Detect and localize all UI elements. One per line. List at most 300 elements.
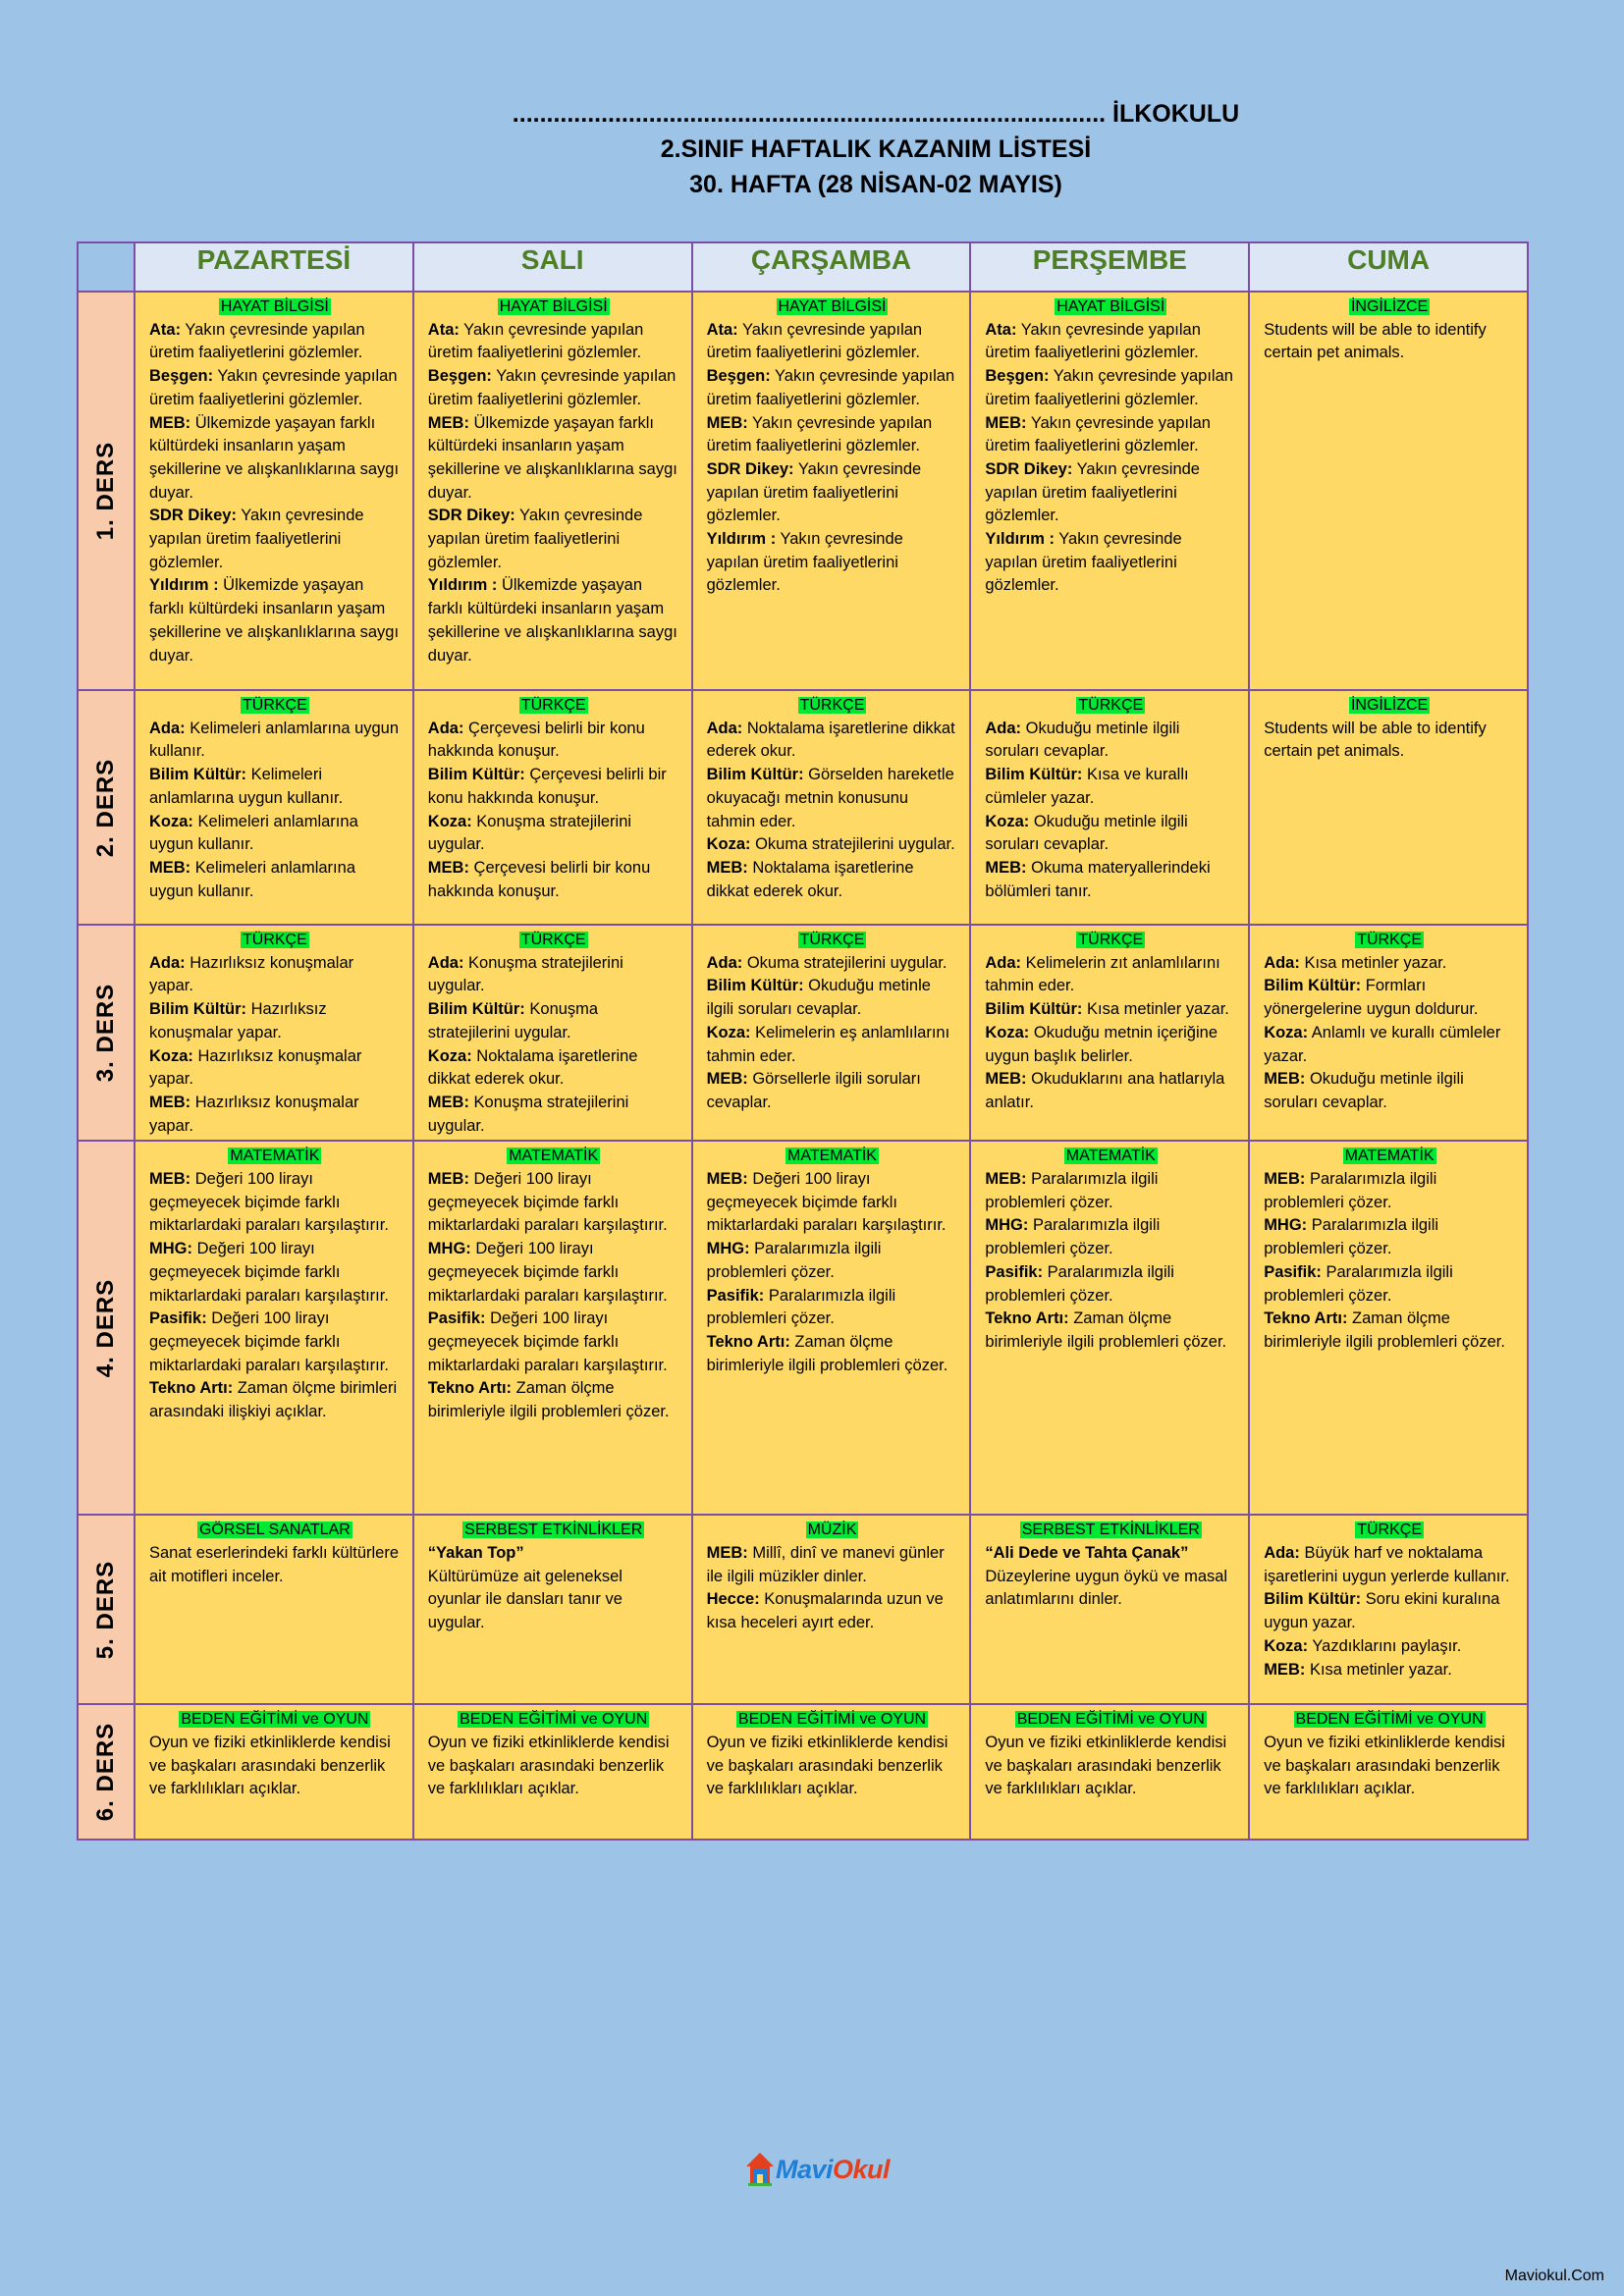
logo-text: [776, 2155, 890, 2185]
objective-line: [1264, 1732, 1515, 1801]
source-name: Tekno Artı:: [149, 1379, 234, 1398]
source-name: MEB:: [985, 413, 1027, 432]
objective-text: Görsellerle ilgili soruları cevaplar.: [706, 1070, 921, 1111]
objective-line: [707, 319, 958, 365]
source-name: MEB:: [149, 858, 191, 877]
source-name: Ada:: [427, 953, 464, 972]
objective-text: Yakın çevresinde yapılan üretim faaliyetlerini gözlemler.: [706, 459, 922, 525]
source-name: Ada:: [706, 719, 743, 737]
objective-line: [707, 365, 958, 411]
objective-cell: [1249, 1704, 1528, 1840]
source-name: Koza:: [149, 1046, 193, 1065]
day-header: CUMA: [1249, 242, 1528, 292]
objective-text: Oyun ve fiziki etkinliklerde kendisi ve başkaları arasındaki benzerlik ve farklılıkları açıklar.: [706, 1734, 948, 1798]
objective-line: [428, 1732, 679, 1801]
objective-text: Okuduğu metinle ilgili soruları cevaplar.: [706, 977, 931, 1019]
objective-cell: [413, 1704, 692, 1840]
objective-text: Yakın çevresinde yapılan üretim faaliyetlerini gözlemler.: [149, 507, 364, 571]
objective-line: [1264, 1588, 1515, 1634]
subject-name: SERBEST ETKİNLİKLER: [464, 1522, 643, 1539]
objective-line: [707, 1285, 958, 1331]
objective-cell: [1249, 925, 1528, 1141]
objective-cell: [1249, 1515, 1528, 1704]
objective-text: Yakın çevresinde yapılan üretim faaliyetlerini gözlemler.: [149, 320, 365, 362]
objective-line: [1264, 718, 1515, 764]
objective-line: [149, 811, 401, 857]
subject-label: [707, 295, 958, 319]
objective-text: Yakın çevresinde yapılan üretim faaliyetlerini gözlemler.: [427, 367, 677, 408]
objective-text: Yakın çevresinde yapılan üretim faaliyetlerini gözlemler.: [985, 367, 1233, 408]
subject-label: [985, 1519, 1236, 1542]
objective-line: [1264, 1214, 1515, 1260]
objective-text: Yazdıklarını paylaşır.: [1308, 1636, 1462, 1655]
objective-text: Kısa metinler yazar.: [1299, 953, 1447, 972]
source-name: Bilim Kültür:: [985, 766, 1083, 784]
objective-cell: [970, 690, 1249, 925]
subject-name: TÜRKÇE: [520, 697, 586, 714]
subject-label: [985, 295, 1236, 319]
subject-label: [149, 694, 401, 718]
source-name: Koza:: [985, 1023, 1030, 1041]
objective-line: [985, 811, 1236, 857]
source-name: Ata:: [985, 320, 1017, 339]
objective-line: [985, 1566, 1236, 1612]
objective-cell: [135, 1704, 413, 1840]
objective-line: [707, 1168, 958, 1238]
source-name: Bilim Kültür:: [985, 1000, 1083, 1019]
source-name: Ada:: [427, 719, 464, 737]
objective-line: [707, 975, 958, 1021]
objective-line: [149, 1377, 401, 1423]
objective-text: Konuşma stratejilerini uygular.: [427, 953, 623, 995]
objective-text: Students will be able to identify certain pet animals.: [1264, 719, 1487, 761]
site-url: Maviokul.Com: [1504, 2268, 1604, 2284]
subject-name: İNGİLİZCE: [1350, 298, 1429, 315]
source-name: Ata:: [706, 320, 738, 339]
objective-line: [985, 1022, 1236, 1068]
source-name: MHG:: [985, 1216, 1029, 1235]
objective-text: Millî, dinî ve manevi günler ile ilgili müzikler dinler.: [706, 1544, 945, 1585]
objective-text: Hazırlıksız konuşmalar yapar.: [149, 953, 354, 995]
objective-text: Paralarımızla ilgili problemleri çözer.: [985, 1216, 1161, 1258]
subject-name: TÜRKÇE: [1078, 932, 1144, 948]
objective-text: Yakın çevresinde yapılan üretim faaliyetlerini gözlemler.: [706, 413, 933, 455]
lesson-label-cell: [78, 1141, 135, 1515]
source-name: MEB:: [427, 858, 469, 877]
objective-line: [149, 574, 401, 667]
objective-text: Students will be able to identify certain pet animals.: [1264, 320, 1487, 362]
lesson-label-cell: [78, 690, 135, 925]
objective-text: Paralarımızla ilgili problemleri çözer.: [706, 1286, 896, 1328]
objective-text: Okuduğu metinle ilgili soruları cevaplar.: [985, 719, 1180, 761]
source-name: Ada:: [706, 953, 743, 972]
subject-label: [428, 295, 679, 319]
subject-name: MATEMATİK: [787, 1148, 877, 1165]
objective-line: [707, 412, 958, 458]
objective-text: Hazırlıksız konuşmalar yapar.: [149, 1000, 327, 1041]
objective-line: [985, 764, 1236, 810]
objective-line: [428, 952, 679, 998]
objective-text: Çerçevesi belirli bir konu hakkında konuşur.: [427, 858, 651, 900]
objective-line: [1264, 1659, 1515, 1682]
objective-line: [985, 458, 1236, 528]
objective-text: Yakın çevresinde yapılan üretim faaliyetlerini gözlemler.: [985, 413, 1211, 455]
source-name: Yıldırım :: [427, 576, 498, 595]
source-name: Koza:: [427, 1046, 472, 1065]
objective-text: Paralarımızla ilgili problemleri çözer.: [1264, 1262, 1453, 1305]
subject-name: MATEMATİK: [1065, 1148, 1156, 1165]
subject-name: SERBEST ETKİNLİKLER: [1021, 1522, 1200, 1539]
objective-text: Yakın çevresinde yapılan üretim faaliyetlerini gözlemler.: [985, 530, 1182, 595]
source-name: Ada:: [985, 953, 1022, 972]
source-name: MEB:: [149, 1170, 191, 1189]
objective-line: [985, 998, 1236, 1022]
objective-text: Çerçevesi belirli bir konu hakkında konuşur.: [427, 719, 645, 761]
objective-cell: [970, 1141, 1249, 1515]
source-name: MEB:: [427, 413, 469, 432]
source-name: “Yakan Top”: [427, 1544, 524, 1563]
objective-text: Okuma stratejilerini uygular.: [742, 953, 947, 972]
objective-line: [985, 528, 1236, 598]
source-name: Koza:: [1264, 1023, 1309, 1041]
source-name: SDR Dikey:: [985, 459, 1073, 478]
corner-cell: [78, 242, 135, 292]
subject-label: [707, 1519, 958, 1542]
subject-name: GÖRSEL SANATLAR: [198, 1522, 351, 1539]
objective-line: [1264, 1168, 1515, 1214]
objective-line: [1264, 1635, 1515, 1659]
source-name: Pasifik:: [427, 1309, 486, 1328]
subject-name: TÜRKÇE: [799, 697, 865, 714]
objective-text: Yakın çevresinde yapılan üretim faaliyetlerini gözlemler.: [985, 320, 1201, 362]
objective-line: [149, 1092, 401, 1138]
objective-text: Kısa ve kurallı cümleler yazar.: [985, 766, 1189, 807]
subject-label: [149, 295, 401, 319]
objective-text: Yakın çevresinde yapılan üretim faaliyetlerini gözlemler.: [149, 367, 398, 408]
subject-label: [707, 694, 958, 718]
source-name: Pasifik:: [1264, 1262, 1322, 1281]
objective-line: [707, 1331, 958, 1377]
objective-line: [707, 718, 958, 764]
objective-text: Oyun ve fiziki etkinliklerde kendisi ve başkaları arasındaki benzerlik ve farklılıkları açıklar.: [985, 1734, 1227, 1798]
subject-name: TÜRKÇE: [1078, 697, 1144, 714]
objective-line: [428, 1377, 679, 1423]
objective-line: [1264, 1068, 1515, 1114]
source-name: MEB:: [1264, 1660, 1306, 1679]
day-header: SALI: [413, 242, 692, 292]
source-name: Ada:: [1264, 953, 1300, 972]
objective-line: [428, 574, 679, 667]
lesson-label: 2. DERS: [92, 758, 119, 857]
maviokul-logo: [744, 2150, 890, 2189]
subject-name: MATEMATİK: [230, 1148, 320, 1165]
subject-name: TÜRKÇE: [799, 932, 865, 948]
source-name: MEB:: [706, 413, 748, 432]
source-name: MEB:: [706, 1544, 748, 1563]
objective-line: [985, 1168, 1236, 1214]
objective-text: Paralarımızla ilgili problemleri çözer.: [1264, 1170, 1437, 1211]
subject-name: HAYAT BİLGİSİ: [778, 298, 887, 315]
objective-line: [428, 412, 679, 506]
objective-text: Kelimeleri anlamlarına uygun kullanır.: [149, 766, 344, 807]
objective-cell: [970, 1515, 1249, 1704]
house-icon: [744, 2151, 776, 2188]
source-name: Yıldırım :: [706, 530, 777, 549]
subject-label: [707, 1708, 958, 1732]
source-name: SDR Dikey:: [427, 507, 515, 525]
objective-text: Okuma stratejilerini uygular.: [750, 835, 955, 854]
subject-name: BEDEN EĞİTİMİ ve OYUN: [1016, 1711, 1205, 1729]
source-name: MEB:: [985, 1070, 1027, 1089]
objective-cell: [1249, 690, 1528, 925]
source-name: Tekno Artı:: [706, 1332, 790, 1351]
source-name: Ata:: [149, 320, 182, 339]
objective-text: Zaman ölçme birimleriyle ilgili problemleri çözer.: [427, 1379, 670, 1421]
source-name: Hecce:: [706, 1590, 760, 1609]
objective-line: [707, 952, 958, 976]
objective-text: Kelimeleri anlamlarına uygun kullanır.: [149, 858, 355, 900]
objective-line: [428, 1092, 679, 1138]
school-name-line: ....................................................................................... İLKOKULU: [512, 100, 1240, 128]
objective-line: [1264, 1542, 1515, 1588]
objective-text: Kelimeleri anlamlarına uygun kullanır.: [149, 719, 400, 761]
subject-label: [149, 929, 401, 952]
objective-line: [1264, 1022, 1515, 1068]
source-name: MEB:: [1264, 1170, 1306, 1189]
subject-name: TÜRKÇE: [1357, 1522, 1422, 1539]
source-name: MEB:: [706, 858, 748, 877]
objective-line: [707, 1022, 958, 1068]
objective-line: [707, 764, 958, 833]
subject-name: MATEMATİK: [509, 1148, 599, 1165]
objective-text: Değeri 100 lirayı geçmeyecek biçimde farklı miktarlardaki paraları karşılaştırır.: [427, 1309, 668, 1374]
source-name: Pasifik:: [985, 1262, 1044, 1281]
objective-text: Paralarımızla ilgili problemleri çözer.: [985, 1262, 1174, 1305]
lesson-label-cell: [78, 925, 135, 1141]
objective-cell: [692, 925, 971, 1141]
day-header-row: [78, 242, 1528, 292]
source-name: Tekno Artı:: [427, 1379, 513, 1398]
subject-name: TÜRKÇE: [243, 932, 307, 948]
objective-text: Yakın çevresinde yapılan üretim faaliyetlerini gözlemler.: [427, 507, 643, 571]
lesson-label: 3. DERS: [92, 983, 119, 1083]
objective-line: [428, 319, 679, 365]
lesson-row: [78, 1704, 1528, 1840]
objective-line: [985, 952, 1236, 998]
objective-text: Okuma materyallerindeki bölümleri tanır.: [985, 858, 1211, 900]
source-name: Beşgen:: [149, 367, 214, 386]
source-name: Bilim Kültür:: [706, 766, 804, 784]
objective-text: Kelimeleri anlamlarına uygun kullanır.: [149, 812, 358, 854]
source-name: Yıldırım :: [985, 530, 1055, 549]
objective-text: Yakın çevresinde yapılan üretim faaliyetlerini gözlemler.: [706, 320, 923, 362]
objective-text: Kısa metinler yazar.: [1305, 1660, 1452, 1679]
subject-label: [985, 929, 1236, 952]
objective-line: [707, 458, 958, 528]
objective-line: [707, 1732, 958, 1801]
source-name: Ada:: [985, 719, 1022, 737]
objective-line: [428, 1238, 679, 1308]
objective-cell: [413, 925, 692, 1141]
objective-text: Kelimelerin zıt anlamlılarını tahmin eder.: [985, 953, 1220, 995]
subject-name: BEDEN EĞİTİMİ ve OYUN: [460, 1711, 648, 1729]
subject-label: [149, 1145, 401, 1168]
subject-label: [149, 1708, 401, 1732]
objective-text: Değeri 100 lirayı geçmeyecek biçimde farklı miktarlardaki paraları karşılaştırır.: [427, 1170, 668, 1235]
objective-text: Sanat eserlerindeki farklı kültürlere ait motifleri inceler.: [149, 1544, 400, 1585]
objective-text: Ülkemizde yaşayan farklı kültürdeki insanların yaşam şekillerine ve alışkanlıklarına saygı duyar.: [427, 413, 677, 502]
objective-line: [707, 1588, 958, 1634]
source-name: Tekno Artı:: [1264, 1309, 1348, 1328]
lesson-row: [78, 925, 1528, 1141]
objective-line: [428, 505, 679, 574]
source-name: Bilim Kültür:: [149, 1000, 246, 1019]
objective-text: Paralarımızla ilgili problemleri çözer.: [985, 1170, 1159, 1211]
subject-name: MÜZİK: [807, 1522, 857, 1539]
objective-text: Zaman ölçme birimleriyle ilgili problemleri çözer.: [1264, 1309, 1505, 1351]
subject-name: BEDEN EĞİTİMİ ve OYUN: [181, 1711, 369, 1729]
subject-name: HAYAT BİLGİSİ: [220, 298, 329, 315]
objective-line: [149, 1168, 401, 1238]
subject-label: [149, 1519, 401, 1542]
source-name: Bilim Kültür:: [1264, 977, 1362, 995]
objective-text: Okuduğu metnin içeriğine uygun başlık belirler.: [985, 1023, 1218, 1065]
objective-line: [428, 811, 679, 857]
objective-cell: [692, 292, 971, 690]
objective-cell: [692, 1515, 971, 1704]
source-name: MHG:: [427, 1240, 471, 1258]
objective-line: [149, 718, 401, 764]
objective-text: Okuduklarını ana hatlarıyla anlatır.: [985, 1070, 1225, 1111]
objective-text: Yakın çevresinde yapılan üretim faaliyetlerini gözlemler.: [985, 459, 1200, 525]
day-header: PAZARTESİ: [135, 242, 413, 292]
source-name: Bilim Kültür:: [706, 977, 804, 995]
objective-cell: [970, 1704, 1249, 1840]
document-title: 2.SINIF HAFTALIK KAZANIM LİSTESİ: [660, 135, 1092, 163]
subject-name: TÜRKÇE: [520, 932, 586, 948]
objective-text: Paralarımızla ilgili problemleri çözer.: [1264, 1216, 1439, 1258]
source-name: Koza:: [985, 812, 1030, 830]
objective-text: Konuşma stratejilerini uygular.: [427, 1093, 629, 1135]
objective-line: [149, 319, 401, 365]
source-name: SDR Dikey:: [149, 507, 237, 525]
objective-line: [149, 952, 401, 998]
objective-line: [428, 718, 679, 764]
document-header: [0, 96, 1624, 202]
objective-text: Değeri 100 lirayı geçmeyecek biçimde farklı miktarlardaki paraları karşılaştırır.: [149, 1309, 389, 1374]
objective-text: Hazırlıksız konuşmalar yapar.: [149, 1093, 359, 1135]
subject-label: [985, 694, 1236, 718]
objective-line: [1264, 975, 1515, 1021]
objective-line: [428, 1045, 679, 1092]
subject-label: [1264, 929, 1515, 952]
objective-line: [149, 998, 401, 1044]
objective-text: Büyük harf ve noktalama işaretlerini uygun yerlerde kullanır.: [1264, 1544, 1510, 1585]
objective-line: [149, 365, 401, 411]
objective-text: Formları yönergelerine uygun doldurur.: [1264, 977, 1479, 1019]
day-header: ÇARŞAMBA: [692, 242, 971, 292]
objective-line: [707, 857, 958, 903]
objective-cell: [970, 292, 1249, 690]
objective-text: Kısa metinler yazar.: [1082, 1000, 1229, 1019]
objective-line: [428, 1542, 679, 1566]
source-name: Bilim Kültür:: [427, 766, 525, 784]
objective-line: [985, 1214, 1236, 1260]
source-name: MEB:: [427, 1093, 469, 1111]
objective-line: [1264, 1308, 1515, 1354]
objective-text: Değeri 100 lirayı geçmeyecek biçimde farklı miktarlardaki paraları karşılaştırır.: [706, 1170, 947, 1235]
objective-text: Noktalama işaretlerine dikkat ederek okur.: [706, 858, 914, 900]
objective-text: Düzeylerine uygun öykü ve masal anlatımlarını dinler.: [985, 1567, 1228, 1609]
source-name: Ada:: [1264, 1544, 1300, 1563]
subject-label: [1264, 1145, 1515, 1168]
objective-line: [985, 365, 1236, 411]
lesson-row: [78, 1141, 1528, 1515]
source-name: MEB:: [985, 858, 1027, 877]
objective-line: [1264, 319, 1515, 365]
objective-line: [985, 1261, 1236, 1308]
lesson-label-cell: [78, 292, 135, 690]
objective-text: Okuduğu metinle ilgili soruları cevaplar.: [985, 812, 1188, 854]
source-name: Koza:: [149, 812, 193, 830]
objective-line: [428, 998, 679, 1044]
objective-cell: [135, 1141, 413, 1515]
source-name: Beşgen:: [985, 367, 1050, 386]
source-name: Koza:: [706, 1023, 751, 1041]
objective-cell: [1249, 1141, 1528, 1515]
source-name: MEB:: [149, 1093, 191, 1111]
week-title: 30. HAFTA (28 NİSAN-02 MAYIS): [689, 171, 1062, 198]
objective-line: [707, 528, 958, 598]
subject-name: HAYAT BİLGİSİ: [1056, 298, 1165, 315]
objective-line: [149, 1045, 401, 1092]
objective-text: Çerçevesi belirli bir konu hakkında konuşur.: [427, 766, 667, 807]
lesson-row: [78, 292, 1528, 690]
objective-line: [985, 1308, 1236, 1354]
objective-line: [428, 857, 679, 903]
source-name: MEB:: [1264, 1070, 1306, 1089]
subject-label: [985, 1708, 1236, 1732]
objective-text: Zaman ölçme birimleriyle ilgili problemleri çözer.: [706, 1332, 948, 1374]
subject-label: [428, 694, 679, 718]
lesson-label-cell: [78, 1515, 135, 1704]
objective-text: Zaman ölçme birimleriyle ilgili problemleri çözer.: [985, 1309, 1227, 1351]
subject-name: BEDEN EĞİTİMİ ve OYUN: [1295, 1711, 1484, 1729]
lesson-label: 6. DERS: [92, 1723, 119, 1822]
objective-text: Paralarımızla ilgili problemleri çözer.: [706, 1240, 882, 1281]
subject-label: [707, 1145, 958, 1168]
objective-cell: [692, 1141, 971, 1515]
objective-line: [149, 1238, 401, 1308]
source-name: Bilim Kültür:: [149, 766, 246, 784]
source-name: Ata:: [427, 320, 460, 339]
source-name: MEB:: [427, 1170, 469, 1189]
source-name: MHG:: [149, 1240, 192, 1258]
objective-line: [149, 764, 401, 810]
source-name: MEB:: [149, 413, 191, 432]
objective-text: Kelimelerin eş anlamlılarını tahmin eder.: [706, 1023, 950, 1065]
source-name: Ada:: [149, 719, 186, 737]
objective-line: [149, 1308, 401, 1377]
lesson-label: 4. DERS: [92, 1278, 119, 1378]
objective-line: [428, 1308, 679, 1377]
source-name: MEB:: [706, 1170, 748, 1189]
subject-name: HAYAT BİLGİSİ: [499, 298, 608, 315]
source-name: MEB:: [985, 1170, 1027, 1189]
objective-line: [149, 1542, 401, 1588]
objective-line: [985, 412, 1236, 458]
weekly-plan-table: [77, 241, 1529, 1841]
